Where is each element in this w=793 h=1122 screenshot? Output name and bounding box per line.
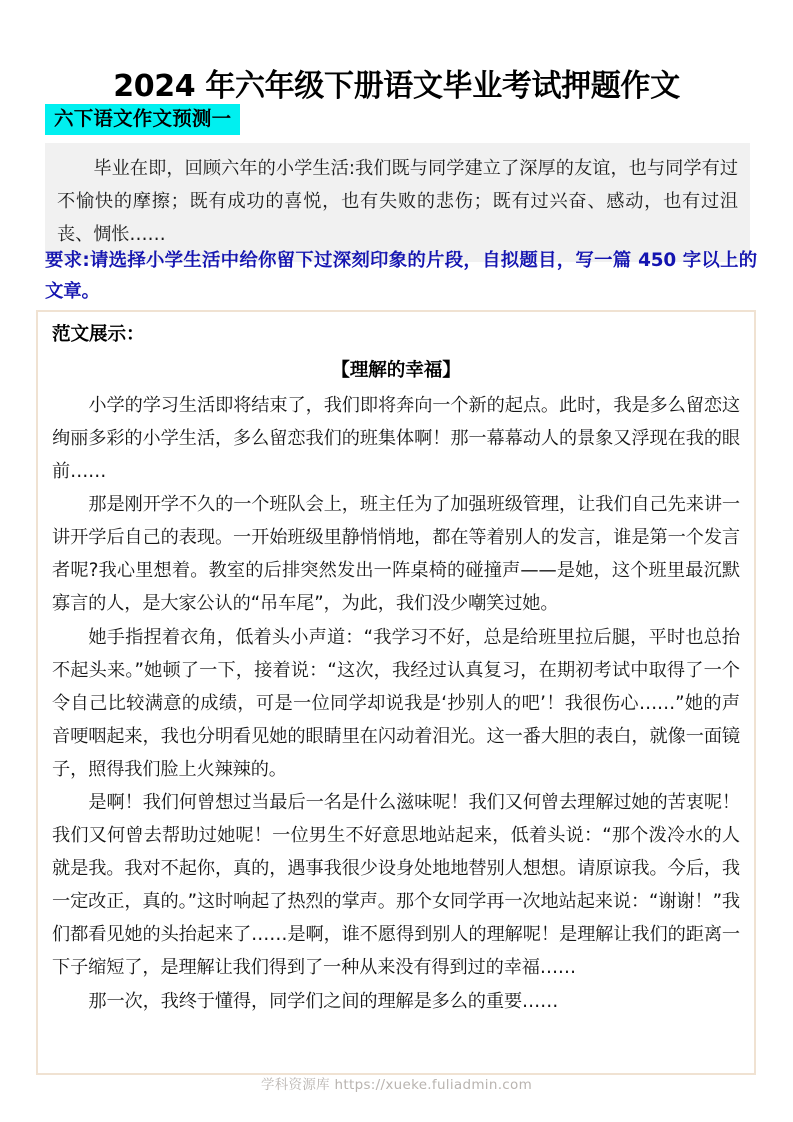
prompt-text: 毕业在即，回顾六年的小学生活:我们既与同学建立了深厚的友谊，也与同学有过不愉快的摩擦；既有成功的喜悦，也有失败的悲伤；既有过兴奋、感动，也有过沮丧、惆怅…… — [57, 158, 738, 245]
essay-paragraph: 那一次，我终于懂得，同学们之间的理解是多么的重要…… — [88, 990, 559, 1012]
section-label-container — [45, 104, 240, 135]
essay-paragraph: 她手指捏着衣角，低着头小声道：“我学习不好，总是给班里拉后腿，平时也总抬不起头来。”她顿了一下，接着说：“这次，我经过认真复习，在期初考试中取得了一个令自己比较满意的成绩，可是一位同学却说我是‘抄别人的吧’！我很伤心……”她的声音哽咽起来，我也分明看见她的眼睛里在闪动着泪光。这一番大胆的表白，就像一面镜子，照得我们脸上火辣辣的。 — [52, 626, 740, 780]
sample-essay-body — [52, 389, 740, 1018]
sample-essay-title: 【理解的幸福】 — [331, 359, 461, 381]
page-title: 2024 年六年级下册语文毕业考试押题作文 — [113, 69, 680, 105]
section-label-prediction-one: 六下语文作文预测一 — [45, 104, 240, 135]
essay-paragraph: 那是刚开学不久的一个班队会上，班主任为了加强班级管理，让我们自己先来讲一讲开学后自己的表现。一开始班级里静悄悄地，都在等着别人的发言，谁是第一个发言者呢?我心里想着。教室的后排突然发出一阵桌椅的碰撞声——是她，这个班里最沉默寡言的人，是大家公认的“吊车尾”，为此，我们没少嘲笑过她。 — [52, 494, 740, 615]
essay-paragraph: 是啊！我们何曾想过当最后一名是什么滋味呢！我们又何曾去理解过她的苦衷呢！我们又何曾去帮助过她呢！一位男生不好意思地站起来，低着头说：“那个泼冷水的人就是我。我对不起你，真的，遇事我很少设身处地地替别人想想。请原谅我。今后，我一定改正，真的。”这时响起了热烈的掌声。那个女同学再一次地站起来说：“谢谢！”我们都看见她的头抬起来了……是啊，谁不愿得到别人的理解呢！是理解让我们的距离一下子缩短了，是理解让我们得到了一种从来没有得到过的幸福…… — [52, 791, 740, 979]
essay-paragraph: 小学的学习生活即将结束了，我们即将奔向一个新的起点。此时，我是多么留恋这绚丽多彩的小学生活，多么留恋我们的班集体啊！那一幕幕动人的景象又浮现在我的眼前…… — [52, 394, 740, 483]
sample-essay-heading: 范文展示： — [52, 324, 145, 345]
watermark: 学科资源库 https://xueke.fuliadmin.com — [260, 1077, 533, 1093]
requirement-text: 要求:请选择小学生活中给你留下过深刻印象的片段，自拟题目，写一篇 450 字以上的文章。 — [45, 250, 757, 302]
sample-essay-box — [36, 310, 756, 1075]
